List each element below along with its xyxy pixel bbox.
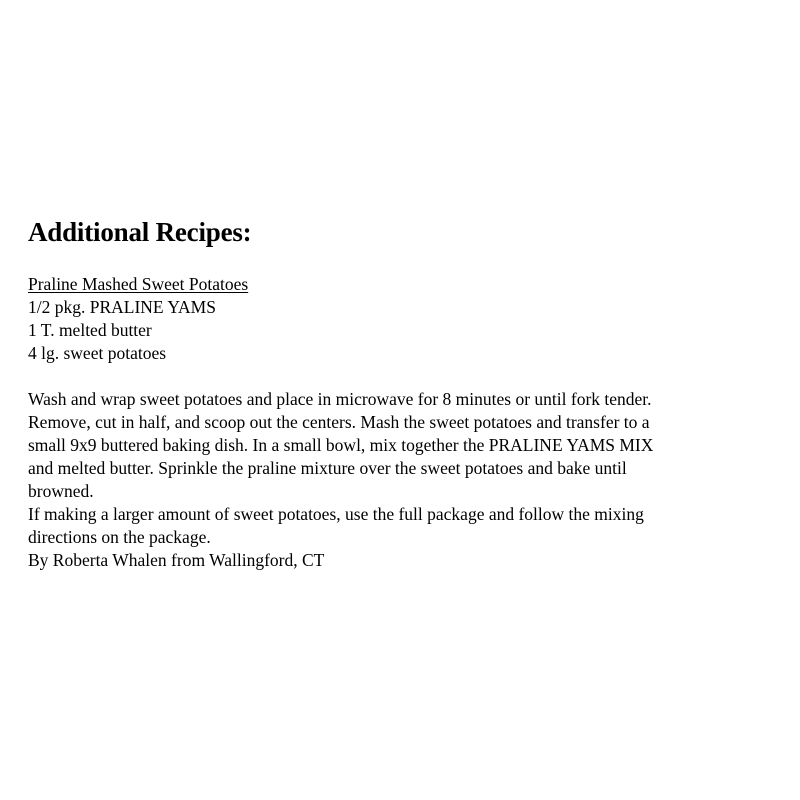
- ingredient-list: [28, 296, 788, 365]
- directions-line: Remove, cut in half, and scoop out the centers. Mash the sweet potatoes and transfer to a: [28, 412, 650, 432]
- document-page: [28, 214, 788, 572]
- recipe-title: Praline Mashed Sweet Potatoes: [28, 274, 249, 294]
- ingredient-item: 1/2 pkg. PRALINE YAMS: [28, 297, 216, 317]
- directions-line: and melted butter. Sprinkle the praline mixture over the sweet potatoes and bake until: [28, 458, 627, 478]
- page-heading: Additional Recipes:: [28, 217, 252, 247]
- attribution-line: By Roberta Whalen from Wallingford, CT: [28, 550, 325, 570]
- directions-paragraph: [28, 388, 788, 503]
- note-line: directions on the package.: [28, 527, 211, 547]
- note-paragraph: [28, 503, 788, 549]
- note-line: If making a larger amount of sweet potatoes, use the full package and follow the mixing: [28, 504, 644, 524]
- directions-line: browned.: [28, 481, 94, 501]
- directions-line: small 9x9 buttered baking dish. In a small bowl, mix together the PRALINE YAMS MIX: [28, 435, 654, 455]
- paragraph-spacer: [28, 365, 788, 388]
- ingredient-item: 1 T. melted butter: [28, 320, 152, 340]
- ingredient-item: 4 lg. sweet potatoes: [28, 343, 167, 363]
- directions-line: Wash and wrap sweet potatoes and place in microwave for 8 minutes or until fork tender.: [28, 389, 652, 409]
